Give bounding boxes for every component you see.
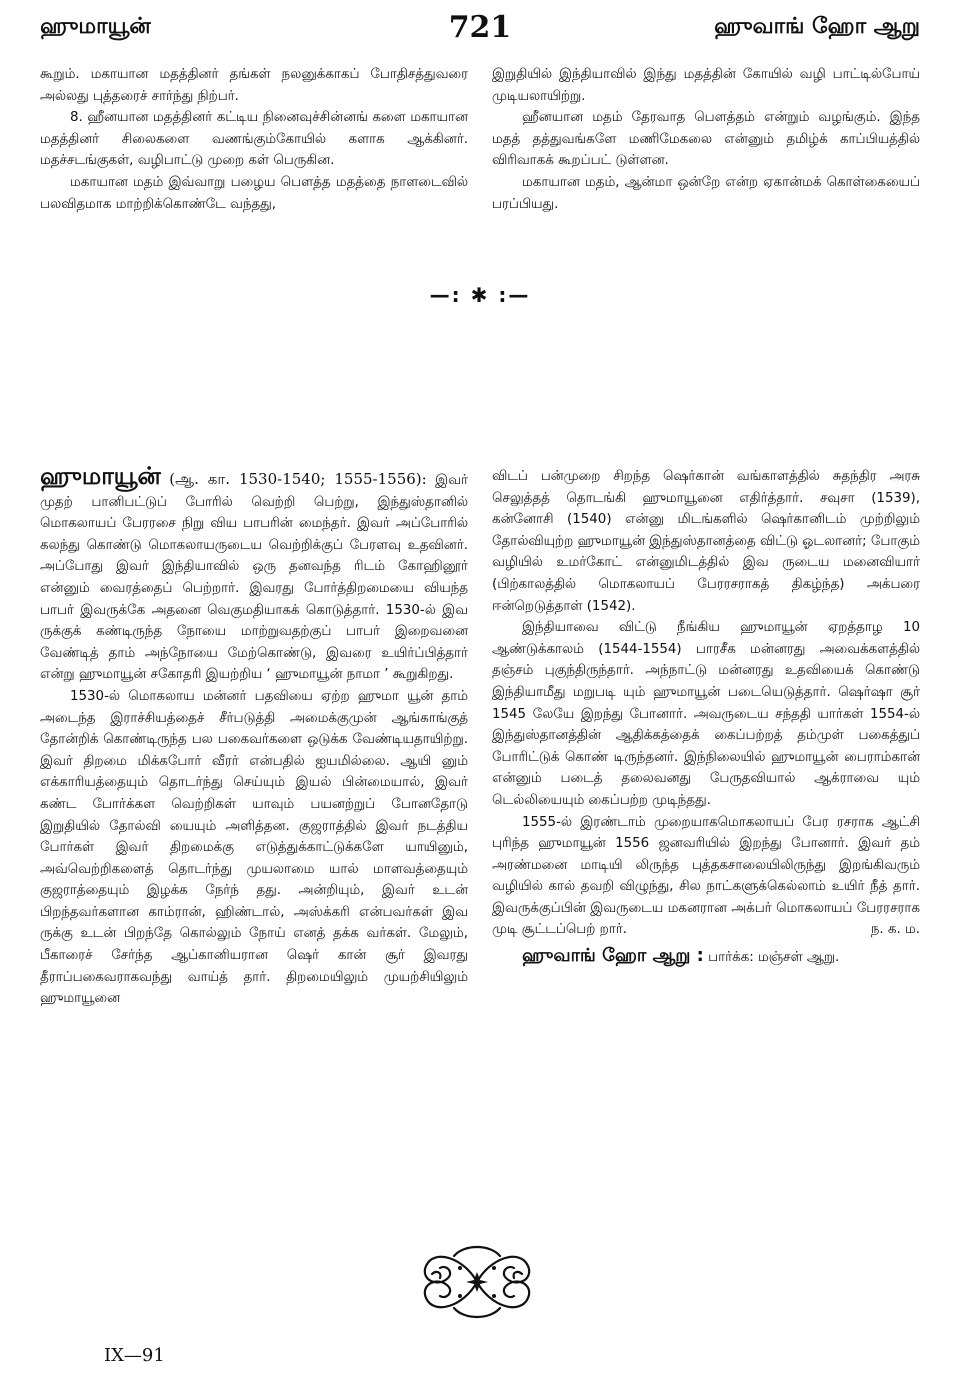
volume-page-code: IX—91 [104,1345,165,1366]
header-left-title: ஹுமாயூன் [40,14,151,39]
top-left-column [40,64,468,215]
paragraph: மகாயான மதம் இவ்வாறு பழைய பௌத்த மதத்தை நாளடைவில் பலவிதமாக மாற்றிக்கொண்டே வந்தது, [40,174,468,212]
paragraph: இறுதியில் இந்தியாவில் இந்து மதத்தின் கோயில் வழி பாட்டில்போய் முடியலாயிற்று. [492,67,920,104]
paragraph: 8. ஹீனயான மதத்தினர் கட்டிய நினைவுச்சின்னங் களை மகாயான மதத்தினர் சிலைகளை வணங்கும்கோயில் களாக ஆக்கினர். மதச்சடங்குகள், வழிபாட்டு முறை கள் பெருகின. [40,110,468,169]
entry-heading-2: ஹுவாங் ஹோ ஆறு : [522,945,704,967]
author-initials: ந. க. ம. [870,922,920,938]
paragraph: கூறும். மகாயான மதத்தினர் தங்கள் நலனுக்காகப் போதிசத்துவரை அல்லது புத்தரைச் சார்ந்து நிற்பர். [40,67,468,104]
entry-left-column [40,462,468,1010]
page-header [40,10,920,50]
section-separator: —: ✱ :— [429,283,531,307]
entry-right-column [492,466,920,969]
paragraph: விடப் பன்முறை சிறந்த ஷெர்கான் வங்காளத்தில் சுதந்திர அரசு செலுத்தத் தொடங்கி ஹுமாயூனை எதிர்த்தார். சவுசா (1539), கன்னோசி (1540) என்னு மிடங்களில் ஷெர்கானிடம் முற்றிலும் தோல்வியுற்ற ஹுமாயூன் இந்துஸ்தானத்தை விட்டு ஓடலானர்; போகும் வழியில் உமர்கோட் என்னுமிடத்தில் இவ ருடைய மனைவியார் (பிற்காலத்தில் மொகலாயப் பேரரசராகத் திகழ்ந்த) அக்பரை ஈன்றெடுத்தாள் (1542). [492,469,920,614]
page-number: 721 [448,10,512,45]
entry-first-paragraph [40,462,468,686]
paragraph [492,812,920,942]
paragraph-text: 1555-ல் இரண்டாம் முறையாகமொகலாயப் பேர ரசராக ஆட்சி புரிந்த ஹுமாயூன் 1556 ஜனவரியில் இறந்து போனார். இவர் தம் அரண்மனை மாடியி லிருந்த புத்தகசாலையிலிருந்து இறங்கிவரும் வழியில் கால் தவறி விழுந்து, சில நாட்களுக்கெல்லாம் உயிர் நீத் தார். இவருக்குப்பின் இவருடைய மகனரான அக்பர் மொகலாயப் பேரரசராக முடி சூட்டப்பெற் றார். [492,814,920,938]
entry-text: இவர் முதற் பானிபட்டுப் போரில் வெற்றி பெற்று, இந்துஸ்தானில் மொகலாயப் பேரரசை நிறு விய பாபரின் மைந்தர். இவர் அப்போரில் கலந்து கொண்டு மொகலாயருடைய வெற்றிக்குப் பேரளவு உதவினர். அப்போது இவர் இந்தியாவில் ஒரு தனவந்த ரிடம் கோஹினூர் என்னும் வைரத்தைப் பெற்றார். இவரது போர்த்திறமையை வியந்த பாபர் இவருக்கே அதனை வெகுமதியாகக் கொடுத்தார். 1530-ல் இவ ருக்குக் கண்டிருந்த நோயை மாற்றுவதற்குப் பாபர் இறைவனை வேண்டித் தாம் அந்நோயை மேற்கொண்டு, இவரை உயிர்ப்பித்தார் என்று ஹுமாயூன் சகோதரி இயற்றிய ‘ ஹுமாயூன் நாமா ’ கூறுகிறது. [40,473,468,683]
entry-dates: (ஆ. கா. 1530-1540; 1555-1556): [169,470,427,488]
cross-reference-text: பார்க்க: மஞ்சள் ஆறு. [708,950,840,966]
paragraph: இந்தியாவை விட்டு நீங்கிய ஹுமாயூன் ஏறத்தாழ 10 ஆண்டுக்காலம் (1544-1554) பாரசீக மன்னரது அவைக்களத்தில் தஞ்சம் புகுந்திருந்தார். அந்நாட்டு மன்னரது உதவியைக் கொண்டு இந்தியாமீது மறுபடி யும் ஹுமாயூன் படையெடுத்தார். ஷெர்ஷா சூர் 1545 லேயே இறந்து போனார். அவருடைய சந்ததி யார்கள் 1554-ல் இந்துஸ்தானத்தின் ஆதிக்கத்தைக் கைப்பற்றத் தம்முள் பகைத்துப் போரிட்டுக் கொண் டிருந்தனர். இந்நிலையில் ஹுமாயூன் பைராம்கான் என்னும் படைத் தலைவனது பேருதவியால் ஆக்ராவை யும் டெல்லியையும் கைப்பற்ற முடிந்தது. [492,620,920,808]
paragraph: மகாயான மதம், ஆன்மா ஒன்றே என்ற ஏகான்மக் கொள்கையைப் பரப்பியது. [492,174,920,212]
header-right-title: ஹுவாங் ஹோ ஆறு [714,14,920,39]
floral-ornament-icon [414,1238,540,1326]
paragraph: 1530-ல் மொகலாய மன்னர் பதவியை ஏற்ற ஹுமா யூன் தாம் அடைந்த இராச்சியத்தைச் சீர்படுத்தி அமைக்குமுன் ஆங்காங்குத் தோன்றிக் கொண்டிருந்த பல பகைவர்களை ஒடுக்க வேண்டியதாயிற்று. இவர் திறமை மிக்கபோர் வீரர் என்பதில் ஐயமில்லை. ஆயி னும் எக்காரியத்தையும் தொடர்ந்து செய்யும் இயல் பின்மையால், இவர் கண்ட போர்க்கள வெற்றிகள் யாவும் பயனற்றுப் போனதோடு இறுதியில் தோல்வி யையும் அளித்தன. குஜராத்தில் இவர் நடத்திய போர்கள் இவர் திறமைக்கு எடுத்துக்காட்டுக்களே யாயினும், அவ்வெற்றிகளைத் தொடர்ந்து முயலாமை யால் மாளவத்தையும் குஜராத்தையும் இழக்க நேர்ந் தது. அன்றியும், இவர் உடன் பிறந்தவர்களான காம்ரான், ஹிண்டால், அஸ்க்கரி என்பவர்கள் இவ ருக்கு உடன் பிறந்தே கொல்லும் நோய் எனத் தக்க வர்கள். மேலும், பீகாரைச் சேர்ந்த ஆப்கானியரான ஷெர் கான் சூர் இவரது தீராப்பகைவராகவந்து வாய்த் தார். திறமையிலும் முயற்சியிலும் ஹுமாயூனை [40,688,468,1007]
top-right-column [492,64,920,215]
entry-heading: ஹுமாயூன் [40,462,161,490]
paragraph: ஹீனயான மதம் தேரவாத பௌத்தம் என்றும் வழங்கும். இந்த மதத் தத்துவங்களே மணிமேகலை என்னும் தமிழ்க் காப்பியத்தில் விரிவாகக் கூறப்பட் டுள்ளன. [492,110,920,169]
cross-reference-entry [492,945,920,969]
